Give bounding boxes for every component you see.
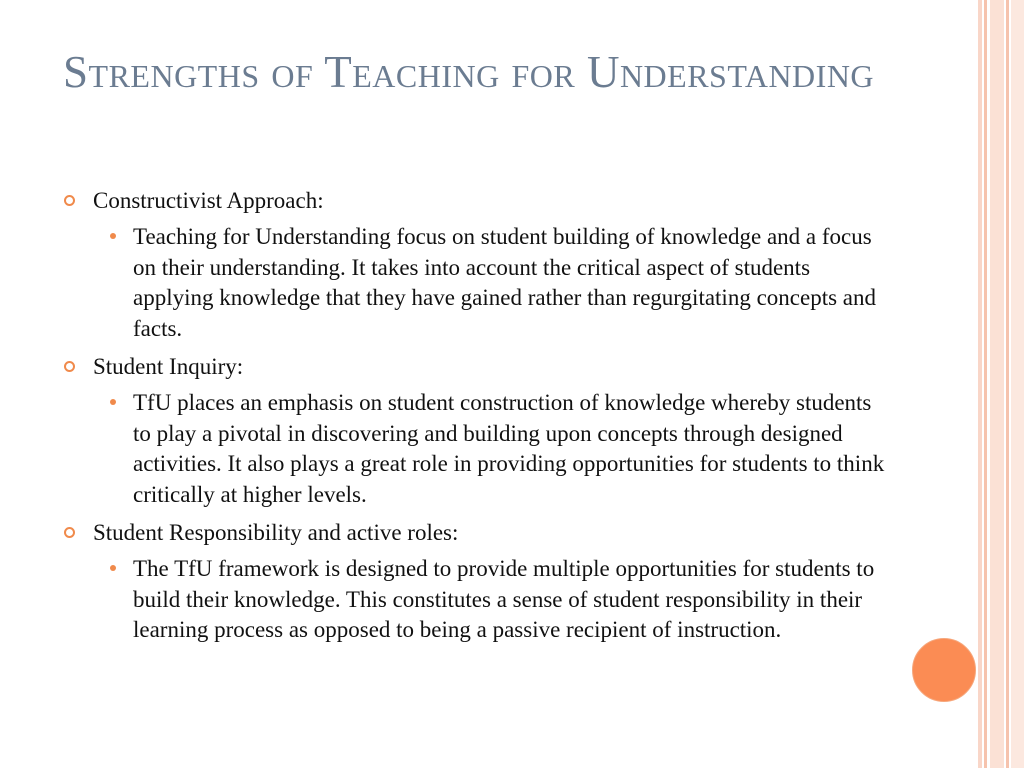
stripe — [990, 0, 1004, 768]
bullet-heading: Constructivist Approach: — [93, 188, 324, 213]
dot-bullet-icon — [110, 399, 116, 405]
bullet-heading: Student Inquiry: — [93, 354, 244, 379]
bullet-point — [64, 352, 894, 382]
bullet-point — [64, 186, 894, 216]
stripe — [1011, 0, 1024, 768]
decorative-circle — [912, 638, 976, 702]
slide-title: Strengths of Teaching for Understanding — [63, 47, 875, 97]
stripe — [1006, 0, 1009, 768]
sub-bullet-text: Teaching for Understanding focus on student building of knowledge and a focus on their understanding. It takes into account the critical aspect of students applying knowledge that they have gained rather than regurgitating concepts and facts. — [133, 224, 876, 341]
dot-bullet-icon — [110, 233, 116, 239]
sub-bullet-text: TfU places an emphasis on student construction of knowledge whereby students to play a pivotal in discovering and building upon concepts through designed activities. It also plays a great role in providing opportunities for students to think critically at higher levels. — [133, 390, 885, 507]
ring-bullet-icon — [64, 527, 75, 538]
sub-bullet-text: The TfU framework is designed to provide multiple opportunities for students to build their knowledge. This constitutes a sense of student responsibility in their learning process as opposed to being a passive recipient of instruction. — [133, 556, 875, 642]
bullet-point — [64, 518, 894, 548]
ring-bullet-icon — [64, 361, 75, 372]
sub-bullet — [93, 554, 894, 646]
bullet-heading: Student Responsibility and active roles: — [93, 520, 459, 545]
ring-bullet-icon — [64, 195, 75, 206]
sub-bullet — [93, 388, 894, 510]
dot-bullet-icon — [110, 565, 116, 571]
bullet-list — [64, 186, 894, 654]
stripe — [984, 0, 987, 768]
right-border-stripes — [978, 0, 1024, 768]
stripe — [978, 0, 982, 768]
sub-bullet — [93, 222, 894, 344]
